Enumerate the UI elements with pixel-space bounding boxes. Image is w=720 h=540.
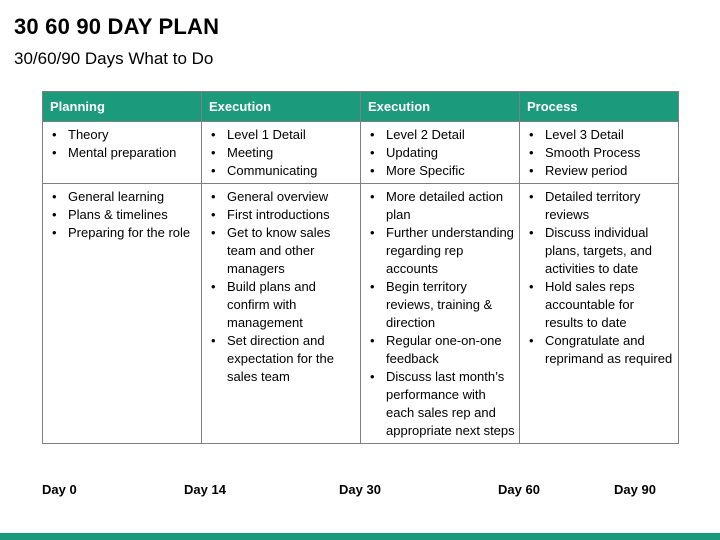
list-item: • General learning [47, 188, 197, 206]
list-item: • Smooth Process [524, 144, 674, 162]
header-process: Process [520, 92, 679, 122]
table-cell [202, 184, 361, 444]
bullet-list [47, 188, 197, 242]
list-item: • Discuss individual plans, targets, and activities to date [524, 224, 674, 278]
list-item: • Set direction and expectation for the sales team [206, 332, 356, 386]
list-item: • General overview [206, 188, 356, 206]
table-header-row [43, 92, 679, 122]
bullet-list [365, 126, 515, 180]
bottom-accent-bar [0, 533, 720, 540]
table-row [43, 184, 679, 444]
bullet-list [524, 126, 674, 180]
list-item: • Meeting [206, 144, 356, 162]
list-item: • First introductions [206, 206, 356, 224]
list-item: • Hold sales reps accountable for results to date [524, 278, 674, 332]
list-item: • More detailed action plan [365, 188, 515, 224]
bullet-list [524, 188, 674, 368]
list-item: • Begin territory reviews, training & direction [365, 278, 515, 332]
list-item: • Theory [47, 126, 197, 144]
list-item: • Updating [365, 144, 515, 162]
list-item: • Preparing for the role [47, 224, 197, 242]
list-item: • Build plans and confirm with management [206, 278, 356, 332]
list-item: • Level 2 Detail [365, 126, 515, 144]
list-item: • Mental preparation [47, 144, 197, 162]
bullet-list [47, 126, 197, 162]
timeline-label-day-0: Day 0 [42, 482, 77, 497]
table-cell [43, 184, 202, 444]
header-execution-1: Execution [202, 92, 361, 122]
table-cell [520, 184, 679, 444]
table-cell [43, 122, 202, 184]
bullet-list [365, 188, 515, 440]
list-item: • Plans & timelines [47, 206, 197, 224]
list-item: • Level 3 Detail [524, 126, 674, 144]
day-timeline [0, 482, 720, 500]
list-item: • Discuss last month’s performance with each sales rep and appropriate next steps [365, 368, 515, 440]
list-item: • Level 1 Detail [206, 126, 356, 144]
table-cell [520, 122, 679, 184]
page-subtitle: 30/60/90 Days What to Do [14, 49, 214, 68]
bullet-list [206, 126, 356, 180]
header-planning: Planning [43, 92, 202, 122]
list-item: • Regular one-on-one feedback [365, 332, 515, 368]
timeline-label-day-60: Day 60 [498, 482, 540, 497]
bullet-list [206, 188, 356, 386]
timeline-label-day-30: Day 30 [339, 482, 381, 497]
table-row [43, 122, 679, 184]
table-cell [202, 122, 361, 184]
header-execution-2: Execution [361, 92, 520, 122]
list-item: • Get to know sales team and other managers [206, 224, 356, 278]
table-cell [361, 122, 520, 184]
timeline-label-day-14: Day 14 [184, 482, 226, 497]
list-item: • Communicating [206, 162, 356, 180]
list-item: • Congratulate and reprimand as required [524, 332, 674, 368]
list-item: • Review period [524, 162, 674, 180]
plan-table [42, 91, 679, 444]
list-item: • Detailed territory reviews [524, 188, 674, 224]
list-item: • Further understanding regarding rep accounts [365, 224, 515, 278]
table-cell [361, 184, 520, 444]
list-item: • More Specific [365, 162, 515, 180]
page-title: 30 60 90 DAY PLAN [14, 14, 220, 39]
timeline-label-day-90: Day 90 [614, 482, 656, 497]
